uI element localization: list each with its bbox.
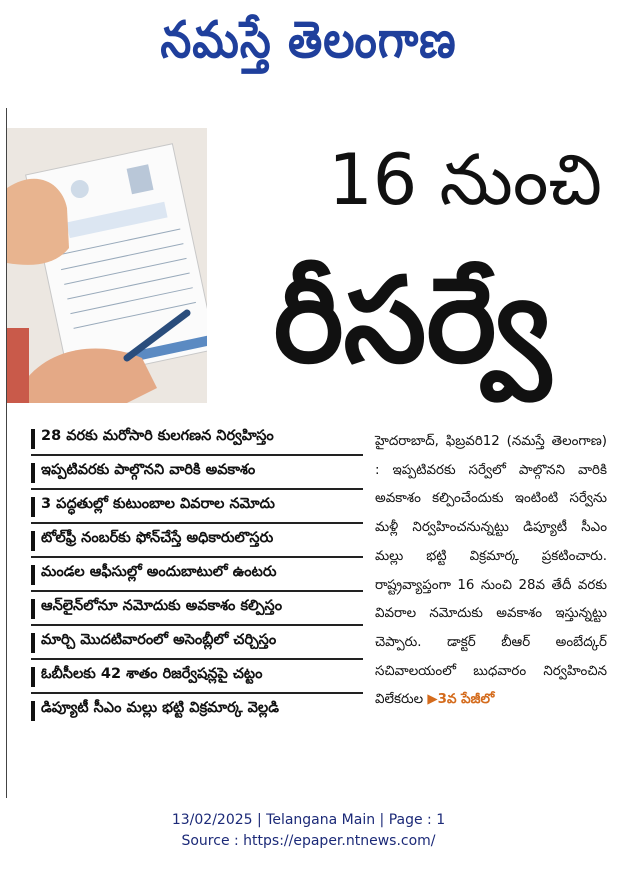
highlight-text: ఓబీసీలకు 42 శాతం రిజర్వేషన్లపై చట్టం bbox=[41, 666, 263, 682]
continued-text: 3వ పేజీలో bbox=[437, 692, 495, 708]
divider bbox=[31, 692, 363, 694]
highlight-item bbox=[31, 491, 363, 521]
divider bbox=[31, 556, 363, 558]
highlights-list bbox=[31, 423, 363, 726]
divider bbox=[31, 454, 363, 456]
source-line: Source : https://epaper.ntnews.com/ bbox=[181, 833, 436, 849]
highlight-item bbox=[31, 423, 363, 453]
masthead-title: నమస్తే తెలంగాణ bbox=[160, 11, 457, 70]
footer bbox=[0, 810, 617, 852]
highlight-item bbox=[31, 661, 363, 691]
bullet-bar bbox=[31, 497, 35, 517]
highlight-text: ఇప్పటివరకు పాల్గొనని వారికి అవకాశం bbox=[41, 462, 256, 478]
bullet-bar bbox=[31, 701, 35, 721]
headline-line-1: 16 నుంచి bbox=[328, 139, 602, 221]
highlight-text: 28 వరకు మరోసారి కులగణన నిర్వహిస్తం bbox=[41, 428, 274, 444]
survey-form-illustration bbox=[7, 128, 207, 403]
divider bbox=[31, 522, 363, 524]
article-body-text: హైదరాబాద్, ఫిబ్రవరి12 (నమస్తే తెలంగాణ) : ఇప్పటివరకు సర్వేలో పాల్గొనని వారికి అవకాశం కల్పించేందుకు ఇంటింటి సర్వేను మళ్లీ నిర్వహించనున్నట్టు డిప్యూటీ సీఎం మల్లు భట్టి విక్రమార్క ప్రకటించారు. రాష్ట్రవ్యాప్తంగా 16 నుంచి 28వ తేదీ వరకు వివరాల నమోదుకు అవకాశం ఇస్తున్నట్టు చెప్పారు. డాక్టర్ బీఆర్ అంబేద్కర్ సచివాలయంలో బుధవారం నిర్వహించిన విలేకరుల bbox=[375, 434, 607, 708]
bullet-bar bbox=[31, 463, 35, 483]
continued-marker: ▶3వ పేజీలో bbox=[427, 692, 495, 708]
highlight-text: మార్చి మొదటివారంలో అసెంబ్లీలో చర్చిస్తం bbox=[41, 632, 277, 648]
highlight-item bbox=[31, 457, 363, 487]
masthead bbox=[0, 8, 617, 78]
highlight-text: డిప్యూటీ సీఎం మల్లు భట్టి విక్రమార్క వెల్లడి bbox=[41, 700, 279, 716]
headline-line-2: రీసర్వే bbox=[273, 251, 551, 389]
bullet-bar bbox=[31, 633, 35, 653]
divider bbox=[31, 488, 363, 490]
edition-line: 13/02/2025 | Telangana Main | Page : 1 bbox=[171, 812, 446, 828]
highlight-text: ఆన్‌లైన్‌లోనూ నమోదుకు అవకాశం కల్పిస్తం bbox=[41, 598, 283, 614]
bullet-bar bbox=[31, 565, 35, 585]
highlight-text: టోల్‌ఫ్రీ నంబర్‌కు ఫోన్‌చేస్తే అధికారులొస్తరు bbox=[41, 530, 274, 546]
divider bbox=[31, 658, 363, 660]
highlight-item bbox=[31, 627, 363, 657]
divider bbox=[31, 624, 363, 626]
highlight-item bbox=[31, 559, 363, 589]
highlight-text: 3 పద్ధతుల్లో కుటుంబాల వివరాల నమోదు bbox=[41, 496, 275, 512]
article-body bbox=[375, 428, 607, 715]
bullet-bar bbox=[31, 667, 35, 687]
bullet-bar bbox=[31, 531, 35, 551]
highlight-item bbox=[31, 695, 363, 725]
survey-form-photo bbox=[7, 128, 207, 403]
news-clipping bbox=[6, 108, 612, 798]
bullet-bar bbox=[31, 599, 35, 619]
highlight-item bbox=[31, 593, 363, 623]
highlight-item bbox=[31, 525, 363, 555]
bullet-bar bbox=[31, 429, 35, 449]
highlight-text: మండల ఆఫీసుల్లో అందుబాటులో ఉంటరు bbox=[41, 564, 277, 580]
divider bbox=[31, 590, 363, 592]
